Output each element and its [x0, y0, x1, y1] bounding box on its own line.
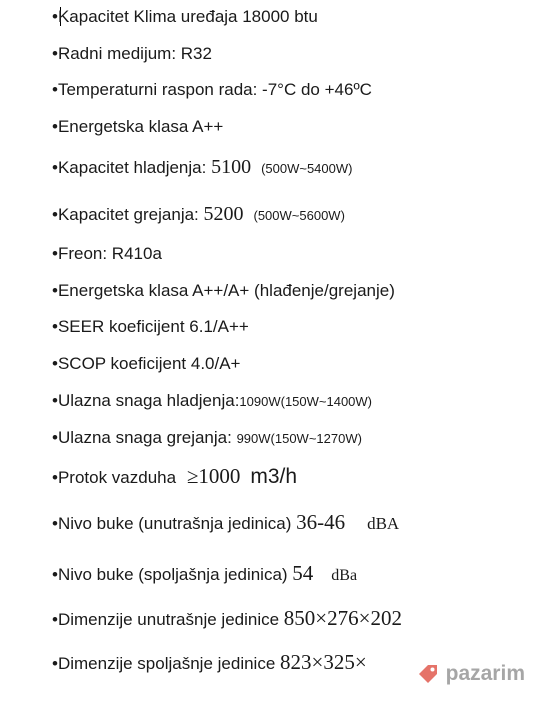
- spec-energy-class: [52, 117, 223, 137]
- spec-cooling-input-power: [52, 391, 372, 412]
- tag-icon: [416, 662, 440, 686]
- bullet: •: [52, 80, 58, 99]
- bullet: •: [52, 44, 58, 63]
- bullet: •: [52, 244, 58, 263]
- spec-unit: dBA: [367, 514, 400, 533]
- spec-value: 36-46: [296, 510, 346, 534]
- spec-cooling-capacity: [52, 157, 352, 179]
- spec-unit: dBa: [331, 567, 358, 584]
- spec-value: 823×325×: [280, 650, 367, 674]
- spec-text: Freon: R410a: [57, 244, 162, 263]
- spec-noise-indoor: [52, 512, 399, 534]
- spec-label: Dimenzije unutrašnje jedinice: [57, 610, 284, 629]
- spec-value: 5200: [203, 203, 244, 225]
- spec-indoor-dimensions: [52, 608, 402, 630]
- bullet: •: [52, 281, 58, 300]
- bullet: •: [52, 468, 58, 487]
- spec-label: Dimenzije spoljašnje jedinice: [57, 654, 281, 673]
- bullet: •: [52, 7, 58, 26]
- spec-energy-class-dual: [52, 281, 395, 301]
- spec-outdoor-dimensions: [52, 652, 367, 674]
- spec-value: ≥1000: [186, 464, 241, 488]
- spec-range: (500W~5600W): [253, 208, 345, 223]
- spec-text: SEER koeficijent 6.1/A++: [57, 317, 249, 336]
- spec-text: SCOP koeficijent 4.0/A+: [57, 354, 241, 373]
- spec-text: Energetska klasa A++/A+ (hlađenje/grejanje): [57, 281, 395, 300]
- spec-seer: [52, 317, 249, 337]
- spec-airflow: [52, 466, 297, 488]
- spec-label: Protok vazduha: [57, 468, 181, 487]
- spec-label: Ulazna snaga grejanja:: [57, 428, 237, 447]
- bullet: •: [52, 654, 58, 673]
- spec-label: Ulazna snaga hladjenja:: [57, 391, 240, 410]
- spec-scop: [52, 354, 241, 374]
- bullet: •: [52, 117, 58, 136]
- spec-capacity-btu: [52, 7, 318, 27]
- spec-label: Nivo buke (spoljašnja jedinica): [57, 565, 293, 584]
- spec-value: 5100: [211, 156, 252, 178]
- spec-refrigerant-medium: [52, 44, 212, 64]
- spec-label: Kapacitet grejanja:: [57, 205, 204, 224]
- bullet: •: [52, 565, 58, 584]
- spec-label: Kapacitet hladjenja:: [57, 158, 212, 177]
- spec-text: Energetska klasa A++: [57, 117, 224, 136]
- pazarim-watermark: [416, 662, 525, 686]
- spec-text: Radni medijum: R32: [57, 44, 212, 63]
- spec-heating-input-power: [52, 428, 362, 449]
- bullet: •: [52, 610, 58, 629]
- bullet: •: [52, 158, 58, 177]
- spec-value: 990W(150W~1270W): [236, 431, 362, 446]
- spec-value: 1090W(150W~1400W): [239, 394, 373, 409]
- spec-heating-capacity: [52, 204, 345, 226]
- spec-label: Nivo buke (unutrašnja jedinica): [57, 514, 297, 533]
- spec-freon: [52, 244, 162, 264]
- spec-text: Temperaturni raspon rada: -7°C do +46ºC: [57, 80, 372, 99]
- spec-value: 54: [292, 561, 314, 585]
- bullet: •: [52, 514, 58, 533]
- spec-temperature-range: [52, 80, 372, 100]
- bullet: •: [52, 205, 58, 224]
- spec-range: (500W~5400W): [261, 161, 353, 176]
- bullet: •: [52, 391, 58, 410]
- bullet: •: [52, 354, 58, 373]
- watermark-text: pazarim: [445, 662, 525, 685]
- spec-unit: m3/h: [250, 465, 298, 488]
- spec-value: 850×276×202: [283, 606, 402, 630]
- spec-noise-outdoor: [52, 563, 357, 586]
- spec-text: Kapacitet Klima uređaja 18000 btu: [57, 7, 318, 26]
- bullet: •: [52, 428, 58, 447]
- bullet: •: [52, 317, 58, 336]
